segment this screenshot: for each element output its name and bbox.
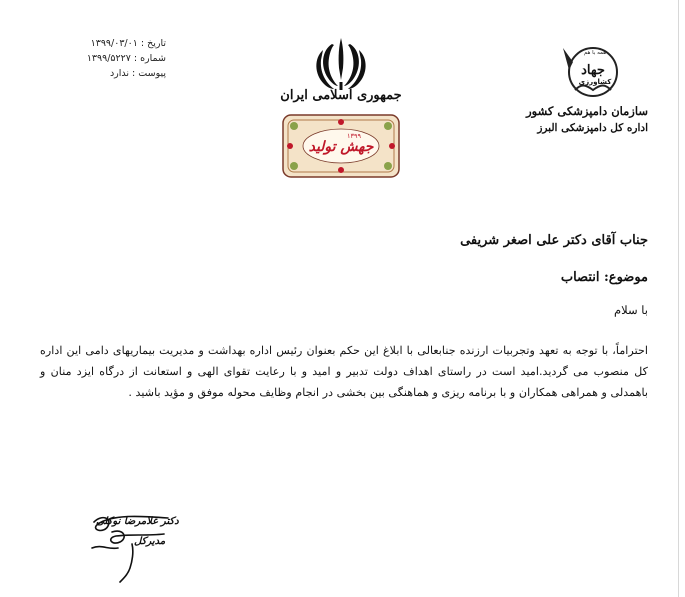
signatory-title: مدیرکل — [134, 536, 166, 547]
letter-date: تاریخ : ۱۳۹۹/۰۳/۰۱ — [90, 38, 166, 49]
recipient: جناب آقای دکتر علی اصغر شریفی — [460, 233, 648, 248]
org-logo-sub-text: کشاورزی — [578, 78, 612, 86]
iran-emblem-icon — [308, 36, 374, 92]
org-office: اداره کل دامپزشکی البرز — [537, 122, 648, 134]
greeting: با سلام — [614, 303, 648, 317]
slogan-year: ۱۳۹۹ — [347, 132, 361, 140]
country-name: جمهوری اسلامی ایران — [280, 88, 402, 103]
letter-attachment: پیوست : ندارد — [109, 68, 166, 79]
org-name: سازمان دامپزشکی کشور — [526, 104, 648, 118]
jahad-keshavarzi-logo-icon — [555, 40, 631, 104]
signatory-name: دکتر غلامرضا نوکلی — [96, 516, 179, 527]
slogan-badge-icon — [282, 114, 400, 178]
org-heading — [526, 103, 648, 137]
slogan-text: جهش تولید — [308, 139, 374, 155]
letter-number: شماره : ۱۳۹۹/۵۲۲۷ — [86, 53, 166, 64]
letter-body: احتراماً، با توجه به تعهد وتجربیات ارزنده جنابعالی با ابلاغ این حکم بعنوان رئیس اداره بهداشت و مدیریت بیماریهای دامی این اداره کل منصوب می گردید.امید است در راستای اهداف دولت تدبیر و امید و با رعایت تقوای الهی و استعانت از درگاه ایزد منان و باهمدلی و همراهی همکاران و با برنامه ریزی و هماهنگی بین بخشی در انجام وظایف محوله موفق و مؤید باشید . — [40, 344, 648, 399]
letter-meta — [56, 36, 166, 81]
org-logo-main-text: جهاد — [581, 63, 605, 78]
page-edge — [678, 0, 679, 597]
org-logo-top-text: همه با هم — [583, 50, 607, 56]
subject: موضوع: انتصاب — [560, 270, 648, 285]
